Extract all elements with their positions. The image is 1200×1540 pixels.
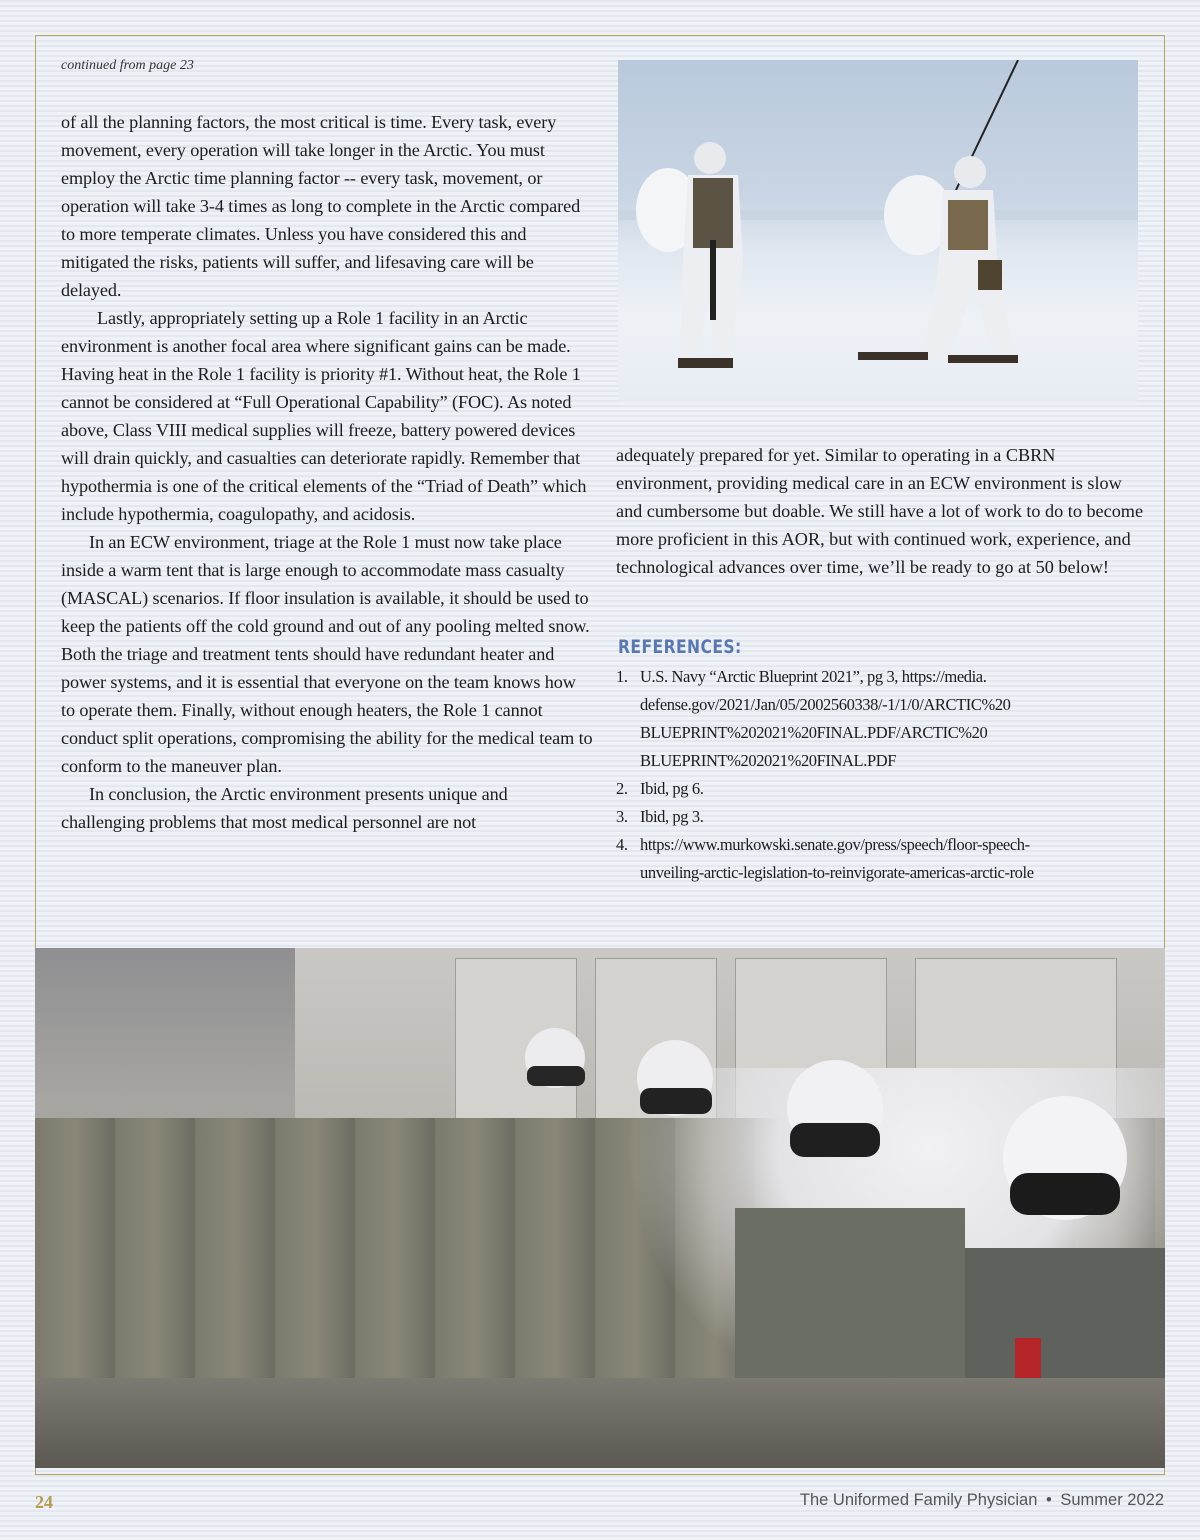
reference-item <box>616 663 1156 775</box>
page-number: 24 <box>35 1492 53 1512</box>
reference-number: 2. <box>616 779 628 798</box>
references-heading: REFERENCES: <box>618 636 742 658</box>
soldiers-snowshoeing-photo <box>618 60 1138 402</box>
reference-text: Ibid, pg 6. <box>640 779 704 798</box>
reference-text: U.S. Navy “Arctic Blueprint 2021”, pg 3, https://media. defense.gov/2021/Jan/05/2002560338/-1/1/0/ARCTIC%20 BLUEPRINT%202021%20FINAL.PDF/ARCTIC%20 BLUEPRINT%202021%20FINAL.PDF <box>640 667 1011 770</box>
paragraph: In conclusion, the Arctic environment presents unique and challenging problems that most medical personnel are not <box>61 784 508 832</box>
right-column <box>616 441 1146 581</box>
paragraph: Lastly, appropriately setting up a Role 1 facility in an Arctic environment is another focal area where significant gains can be made. Having heat in the Role 1 facility is priority #1. Without heat, the Role 1 cannot be considered at “Full Operational Capability” (FOC). As noted above, Class VIII medical supplies will freeze, battery powered devices will drain quickly, and casualties can deteriorate rapidly. Remember that hypothermia is one of the critical elements of the “Triad of Death” which include hypothermia, coagulopathy, and acidosis. <box>61 308 587 524</box>
references-list <box>616 663 1156 887</box>
issue-label: Summer 2022 <box>1060 1491 1164 1509</box>
left-column <box>61 108 593 836</box>
paragraph: In an ECW environment, triage at the Role 1 must now take place inside a warm tent that is large enough to accommodate mass casualty (MASCAL) scenarios. If floor insulation is available, it should be used to keep the patients off the cold ground and out of any pooling melted snow. Both the triage and treatment tents should have redundant heater and power systems, and it is essential that everyone on the team knows how to operate them. Finally, without enough heaters, the Role 1 cannot conduct split operations, compromising the ability for the medical team to conform to the maneuver plan. <box>61 532 593 776</box>
reference-item <box>616 831 1156 887</box>
footer-separator: • <box>1045 1491 1052 1509</box>
paratroopers-aircraft-photo <box>35 948 1165 1468</box>
reference-text: https://www.murkowski.senate.gov/press/speech/floor-speech- unveiling-arctic-legislation-to-reinvigorate-americas-arctic-role <box>640 835 1034 882</box>
paragraph: adequately prepared for yet. Similar to operating in a CBRN environment, providing medical care in an ECW environment is slow and cumbersome but doable. We still have a lot of work to do to become more proficient in this AOR, but with continued work, experience, and technological advances over time, we’ll be ready to go at 50 below! <box>616 445 1144 577</box>
publication-title: The Uniformed Family Physician <box>799 1491 1038 1509</box>
publication-footer <box>800 1491 1164 1510</box>
reference-number: 1. <box>616 667 628 686</box>
reference-number: 3. <box>616 807 628 826</box>
continued-note: continued from page 23 <box>61 58 194 73</box>
paragraph: of all the planning factors, the most critical is time. Every task, every movement, every operation will take longer in the Arctic. You must employ the Arctic time planning factor -- every task, movement, or operation will take 3-4 times as long to complete in the Arctic compared to more temperate climates. Unless you have considered this and mitigated the risks, patients will suffer, and lifesaving care will be delayed. <box>61 112 581 300</box>
reference-item <box>616 803 1156 831</box>
reference-item <box>616 775 1156 803</box>
reference-number: 4. <box>616 835 628 854</box>
reference-text: Ibid, pg 3. <box>640 807 704 826</box>
